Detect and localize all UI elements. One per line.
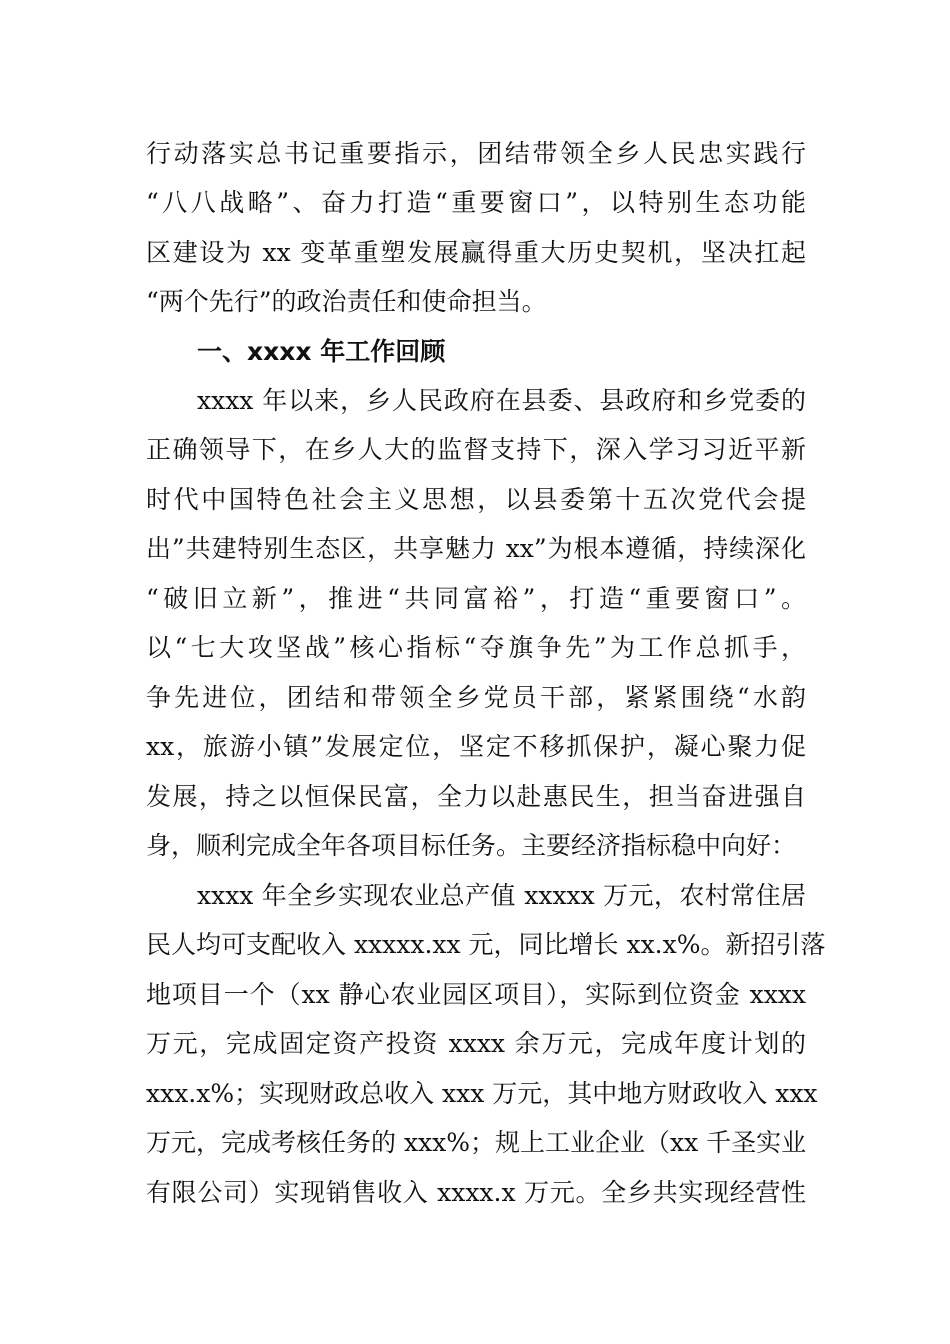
paragraph-line: 万元，完成考核任务的 xxx%；规上工业企业（xx 千圣实业 xyxy=(146,1128,807,1157)
paragraph-line: 行动落实总书记重要指示，团结带领全乡人民忠实践行 xyxy=(146,139,806,168)
paragraph-line: xxxx 年全乡实现农业总产值 xxxxx 万元，农村常住居 xyxy=(197,881,806,910)
paragraph-line: 时代中国特色社会主义思想，以县委第十五次党代会提 xyxy=(146,485,806,514)
paragraph-line: 民人均可支配收入 xxxxx.xx 元，同比增长 xx.x%。新招引落 xyxy=(146,930,826,959)
paragraph-line: 以“七大攻坚战”核心指标“夺旗争先”为工作总抓手， xyxy=(146,633,806,662)
paragraph-line: xx，旅游小镇”发展定位，坚定不移抓保护，凝心聚力促 xyxy=(146,732,806,761)
paragraph-line: xxx.x%；实现财政总收入 xxx 万元，其中地方财政收入 xxx xyxy=(146,1079,818,1108)
section-heading: 一、xxxx 年工作回顾 xyxy=(197,337,446,366)
paragraph-line: 出”共建特别生态区，共享魅力 xx”为根本遵循，持续深化 xyxy=(146,534,806,563)
paragraph-line: “两个先行”的政治责任和使命担当。 xyxy=(146,287,547,316)
paragraph-line: 有限公司）实现销售收入 xxxx.x 万元。全乡共实现经营性 xyxy=(146,1178,806,1207)
paragraph-line: 正确领导下，在乡人大的监督支持下，深入学习习近平新 xyxy=(146,435,806,464)
paragraph-line: 万元，完成固定资产投资 xxxx 余万元，完成年度计划的 xyxy=(146,1029,806,1058)
paragraph-line: 身，顺利完成全年各项目标任务。主要经济指标稳中向好： xyxy=(146,831,797,860)
paragraph-line: “八八战略”、奋力打造“重要窗口”，以特别生态功能 xyxy=(146,188,806,217)
paragraph-line: “破旧立新”，推进“共同富裕”，打造“重要窗口”。 xyxy=(146,584,806,613)
paragraph-line: 区建设为 xx 变革重塑发展赢得重大历史契机，坚决扛起 xyxy=(146,238,806,267)
paragraph-line: xxxx 年以来，乡人民政府在县委、县政府和乡党委的 xyxy=(197,386,806,415)
paragraph-line: 发展，持之以恒保民富，全力以赴惠民生，担当奋进强自 xyxy=(146,782,806,811)
paragraph-line: 争先进位，团结和带领全乡党员干部，紧紧围绕“水韵 xyxy=(146,683,806,712)
paragraph-line: 地项目一个（xx 静心农业园区项目），实际到位资金 xxxx xyxy=(146,980,806,1009)
